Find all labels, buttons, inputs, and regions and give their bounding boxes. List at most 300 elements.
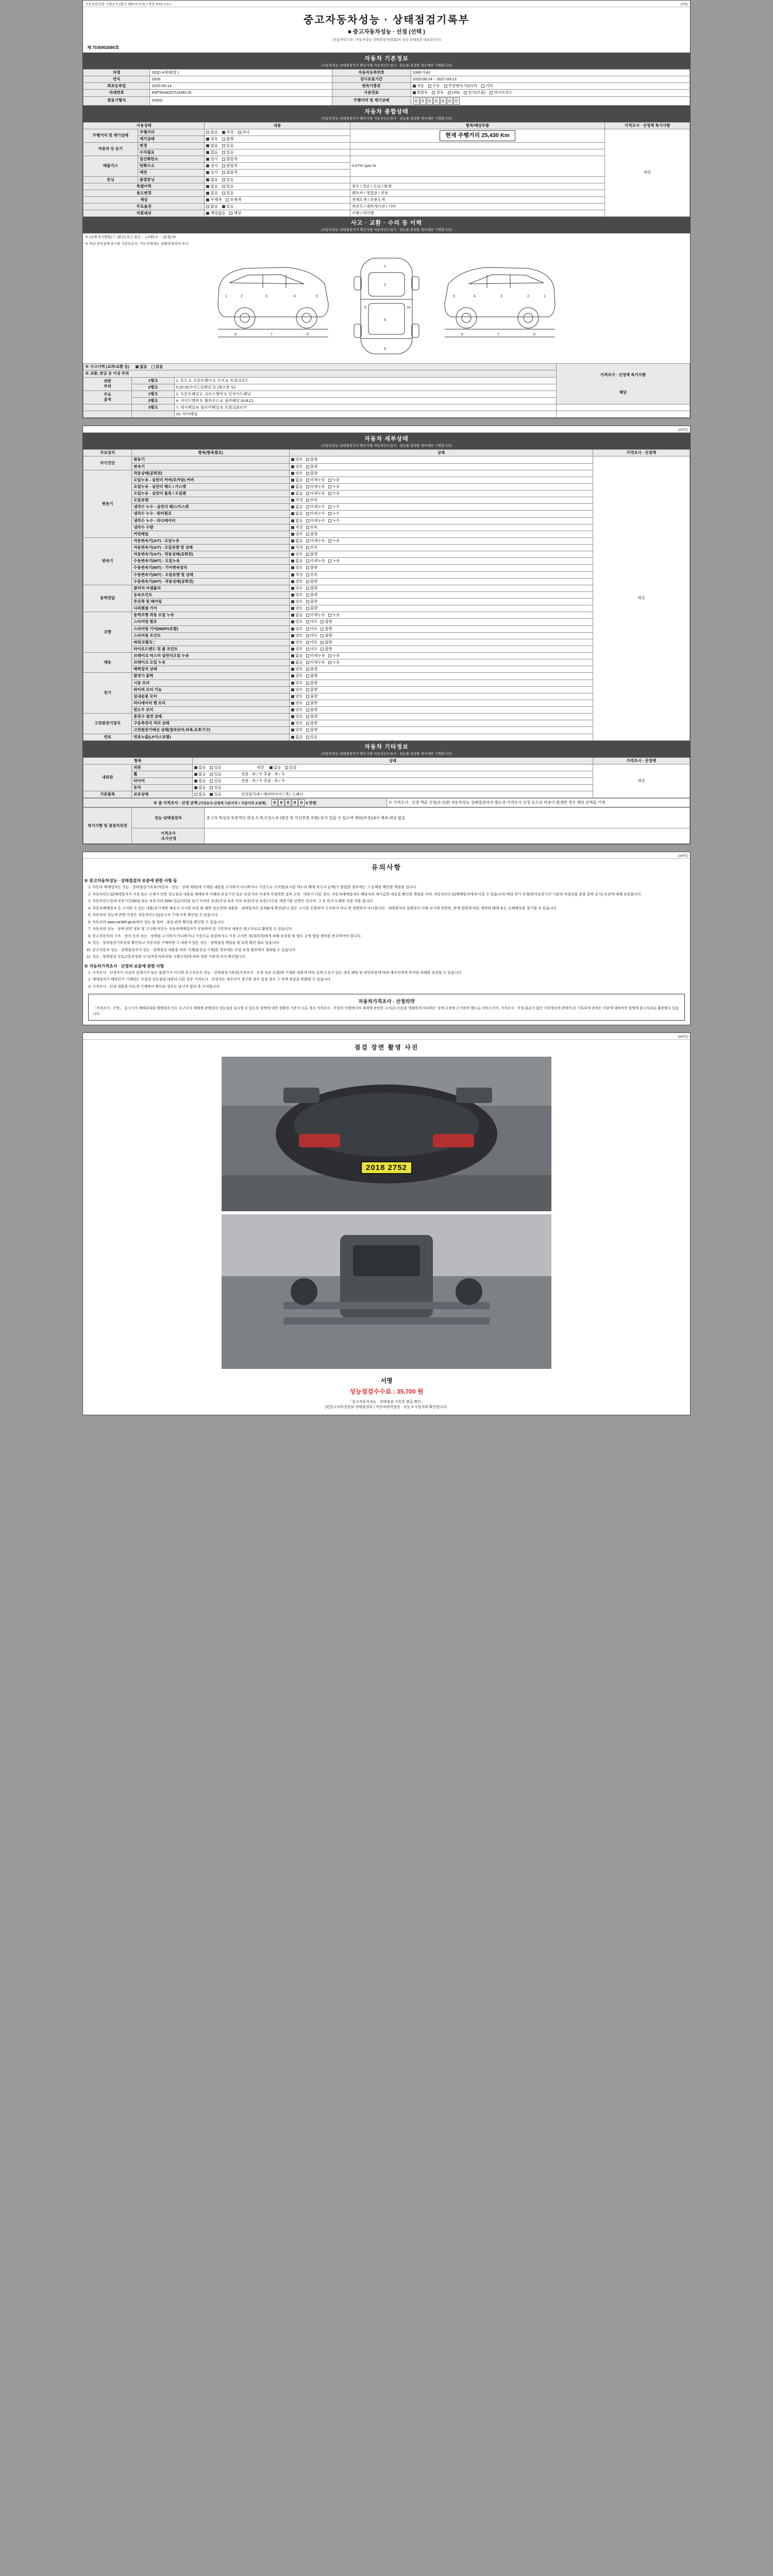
- notice-item: 9. 성능 · 상태점검기록부를 확인하고 자동차를 구매하면 그 내용이 있는 성능 · 상태점검 책임을 및 보험 확인 필요 있습니다.: [92, 941, 690, 946]
- frame-rank-d: [132, 411, 174, 418]
- transmission-option-auto[interactable]: 자동: [413, 83, 425, 89]
- detail-option-불량[interactable]: 불량: [306, 707, 318, 713]
- holding-extra: 안전삼각대 / 예비타이어 / 잭 / 스패너: [241, 792, 304, 797]
- fuel-option-lpg[interactable]: LPG: [448, 90, 460, 95]
- detail-option-없음[interactable]: 없음: [291, 484, 303, 489]
- detail-option-양호[interactable]: 양호: [291, 592, 303, 598]
- special-opt-yes[interactable]: 있음: [222, 184, 234, 189]
- detail-option-적정[interactable]: 적정: [291, 545, 303, 550]
- detail-item-options: [290, 700, 593, 706]
- svg-text:8: 8: [384, 318, 386, 323]
- frame-rank-c-note: [557, 404, 690, 411]
- detail-option-불량[interactable]: 불량: [306, 565, 318, 570]
- detail-option-누수[interactable]: 누수: [328, 511, 340, 516]
- fuel-option-hybrid[interactable]: 하이브리드: [490, 90, 512, 95]
- svg-text:8: 8: [461, 333, 463, 337]
- smoke-opt-pass[interactable]: 검사: [206, 170, 218, 175]
- detail-item-options: [290, 511, 593, 517]
- detail-option-불량[interactable]: 불량: [306, 464, 318, 469]
- detail-option-양호[interactable]: 양호: [291, 633, 303, 638]
- wheel-opt-none[interactable]: 없음: [194, 772, 206, 777]
- detail-option-불량[interactable]: 불량: [306, 457, 318, 462]
- detail-option-없음[interactable]: 없음: [291, 735, 303, 740]
- detail-option-적정[interactable]: 적정: [291, 498, 303, 503]
- price-survey-agreement-box: [88, 994, 685, 1020]
- detail-option-누수[interactable]: 누수: [328, 518, 340, 523]
- accident-opt-none[interactable]: 없음: [136, 364, 147, 369]
- detail-option-불량[interactable]: 불량: [306, 667, 318, 672]
- detail-item-label: 냉각수 누수 - 라디에이터: [132, 517, 290, 524]
- detail-option-양호[interactable]: 양호: [291, 681, 303, 686]
- options-opt-yes[interactable]: 있음: [222, 204, 234, 209]
- etc-opts-exterior: [192, 764, 593, 771]
- detail-item-options: [290, 632, 593, 639]
- repair-opt-none[interactable]: 없음: [206, 150, 218, 155]
- detail-option-미세누수[interactable]: 미세누수: [306, 518, 325, 523]
- detail-option-불량[interactable]: 불량: [306, 714, 318, 719]
- wheel-extra: 전륜 : 좌 / 우 후륜 : 좌 / 우: [241, 771, 285, 776]
- page-2-header: [83, 426, 690, 433]
- notice-item: 2. 자동차인도일(매매업자가 거짓 또는 고체가 인한 성능점검 내용을 매매부자 이해의 보증기간 또는 보증거리 이내에 지정하면 설비 고장 · 내부기 다른 경우, 자동차매매업자는 해당자의 제시급한 대응을 확인할 책임을 지며, 자동차인도일(매매업자에게 이를 수 있습니다) 배상 만기 산정(하자보증기간 기준의 적절성을 준용 통하 공지) 보장에 대해 보증합니다.: [92, 892, 690, 898]
- detail-item-label: 냉각수 누수 - 실린더 헤드/가스켓: [132, 504, 290, 511]
- detail-option-양호[interactable]: 양호: [291, 599, 303, 604]
- notice-item: 6. 자동차의 www.car365.go.kr에서 성능 및 정비 · 점검 관련 확인을 확인할 수 있습니다.: [92, 920, 690, 926]
- detail-option-양호[interactable]: 양호: [291, 714, 303, 719]
- parts-question: ※ 교환, 판금 등 이상 부위: [83, 370, 557, 377]
- detail-option-없음[interactable]: 없음: [291, 518, 303, 523]
- detail-option-미세누유[interactable]: 미세누유: [306, 613, 325, 618]
- row-cat-special-history: 특별이력: [83, 183, 205, 190]
- detail-option-미세누유[interactable]: 미세누유: [306, 660, 325, 665]
- recall-opt-na[interactable]: 해당없음: [206, 211, 225, 216]
- mileage-opt-ok[interactable]: 적정: [222, 130, 234, 135]
- photos-area: [83, 1055, 690, 1373]
- detail-option-불량[interactable]: 불량: [306, 701, 318, 706]
- row-cat-registration: 자동차 등 등기: [83, 142, 138, 156]
- detail-item-label: 수동변속기(M/T) - 오일유량 및 상태: [132, 571, 290, 578]
- detail-option-양호[interactable]: 양호: [291, 707, 303, 713]
- col-state: 상태: [290, 450, 593, 456]
- row-opts-meter: [205, 135, 350, 142]
- page-3-header: [83, 852, 690, 859]
- tuning-opt-none[interactable]: 없음: [206, 177, 218, 182]
- mileage-opt-many[interactable]: 많음: [206, 130, 218, 135]
- svg-text:9: 9: [364, 306, 366, 310]
- notice-item: 7. 자동차의 성능 · 상태 관련 정보 및 고지해 의무는 자동차매매업자가 부담하며 본 기록부의 내용은 참고자료로 활용할 수 있습니다.: [92, 927, 690, 933]
- photo-underbody-view: [222, 1214, 551, 1369]
- detail-option-불량[interactable]: 불량: [306, 606, 318, 611]
- detail-option-양호[interactable]: 양호: [291, 721, 303, 726]
- detail-option-양호[interactable]: 양호: [291, 727, 303, 733]
- memo-value-2: [205, 828, 690, 844]
- transmission-option-manual[interactable]: 수동: [428, 83, 440, 89]
- section-overall-title: 자동차 종합상태: [364, 108, 409, 115]
- detail-item-label: 냉각수 누수 - 워터펌프: [132, 511, 290, 517]
- detail-option-미세누수[interactable]: 미세누수: [306, 511, 325, 516]
- price-note-cell: 해당: [605, 129, 690, 217]
- section-accident-subtitle: (자동차성능·상태점검자가 확인사항 자동차인도일시 · 성능를 점검한 경우에만 기재합니다): [321, 228, 452, 232]
- detail-option-불량[interactable]: 불량: [321, 640, 332, 645]
- col-price-note: 가격조사 · 산정액 특기사항: [605, 122, 690, 129]
- detail-state-table: [83, 449, 690, 740]
- car-diagram-area: [83, 247, 690, 363]
- agreement-body: 「가격조사 · 산정」 실시기가 매매부대를 매매업자 인도 요구조사 제매에 판매업자 성능점검 실시할 수 있도록 설명에 대한 정확한 기준이 다른 경우 가격조사 · 산정의 이행에서의 제세에 관련한 고지(요구)등을 명확하게 처리하는 상세 규정에 근거하여 별도로 서비스이며, 가격조사 · 산정 물론이 없는 가격정보에 관하여 본 기록부에 준하는 사항에 대하여만 설명에 참고자료로 활용할수 있습니다.: [93, 1007, 679, 1016]
- detail-option-부족[interactable]: 부족: [306, 572, 318, 578]
- accident-price-note-value: 해당: [619, 390, 627, 395]
- interior-opt-none[interactable]: 없음: [270, 765, 281, 770]
- svg-text:1: 1: [384, 265, 386, 269]
- glass-opt-none[interactable]: 없음: [194, 785, 206, 790]
- memo-role-2: 가격조사 ·조사산정: [132, 828, 205, 844]
- row-opts-smoke: [205, 170, 350, 176]
- etc-item-glass: 유리: [132, 785, 193, 791]
- outer-panel-label: 외판 부위: [83, 377, 132, 391]
- detail-option-양호[interactable]: 양호: [291, 673, 303, 679]
- row-extra-options: 썬루프 / 내비게이션 / 기타: [350, 204, 604, 210]
- value-engine-type: G4DG: [150, 96, 332, 105]
- table-header-row: [83, 450, 690, 456]
- detail-option-없음[interactable]: 없음: [291, 504, 303, 510]
- co-opt-fail[interactable]: 불합격: [222, 157, 238, 162]
- detail-item-options: [290, 477, 593, 483]
- accident-history-table: [83, 363, 690, 418]
- co-opt-pass[interactable]: 검사: [206, 157, 218, 162]
- value-year: 2026: [150, 76, 332, 83]
- detail-option-양호[interactable]: 양호: [291, 579, 303, 584]
- page-number-1: (3쪽): [680, 3, 688, 6]
- detail-item-options: [290, 524, 593, 531]
- detail-price-cell: 해당: [593, 456, 690, 740]
- row-item-change: 변경: [138, 142, 204, 149]
- svg-text:3: 3: [500, 295, 502, 299]
- detail-option-불량[interactable]: 불량: [306, 532, 318, 537]
- detail-option-미세누유[interactable]: 미세누유: [306, 653, 325, 658]
- detail-option-양호[interactable]: 양호: [291, 532, 303, 537]
- etc-item-wheel: 휠: [132, 771, 193, 777]
- detail-item-label: 오일누유 - 실린더 커버(로커암) 커버: [132, 477, 290, 483]
- label-car-name: 차명: [83, 70, 150, 76]
- change-opt-yes[interactable]: 있음: [222, 143, 234, 148]
- detail-item-options: [290, 578, 593, 585]
- detail-option-양호[interactable]: 양호: [291, 565, 303, 570]
- detail-option-부족[interactable]: 부족: [306, 545, 318, 550]
- detail-option-양호[interactable]: 양호: [291, 457, 303, 462]
- detail-item-label: 시동 모터: [132, 680, 290, 686]
- page-1: [82, 0, 691, 418]
- detail-item-options: [290, 551, 593, 558]
- footer-line-1: 「중고자동차성능 · 상태점검 기록부 발급 확인」: [348, 1400, 425, 1404]
- detail-option-누수[interactable]: 누수: [328, 504, 340, 510]
- section-overall-subtitle: (자동차성능·상태점검자가 확인사항 자동차인도일시 · 성능를 점검한 경우에만 기재합니다): [321, 116, 452, 121]
- detail-option-누유[interactable]: 누유: [328, 491, 340, 496]
- detail-item-label: 추진축 및 베어링: [132, 599, 290, 605]
- table-row: [83, 828, 690, 844]
- tire-extra: 전륜 : 좌 / 우 후륜 : 좌 / 우: [241, 778, 285, 783]
- accident-question-label: ※ 사고이력 (교차/교환 등): [85, 364, 130, 369]
- detail-option-누유[interactable]: 누유: [328, 558, 340, 564]
- color-opt-achromatic[interactable]: 무채색: [206, 197, 222, 202]
- outer-rank-2-items: 5.(O.O)사이드실패널 등 (최소한 등): [174, 384, 557, 391]
- detail-option-불량[interactable]: 불량: [306, 694, 318, 699]
- detail-item-options: [290, 531, 593, 537]
- detail-option-미세누유[interactable]: 미세누유: [306, 491, 325, 496]
- detail-option-없음[interactable]: 없음: [291, 558, 303, 564]
- svg-text:2: 2: [241, 295, 243, 299]
- recall-opt-yes[interactable]: 해당: [229, 211, 241, 216]
- usage-opt-yes[interactable]: 있음: [222, 191, 234, 196]
- col-major-device: 주요장치: [83, 450, 132, 456]
- row-opts-options: [205, 204, 350, 210]
- detail-option-누유[interactable]: 누유: [328, 484, 340, 489]
- exterior-opt-yes[interactable]: 있음: [210, 765, 222, 770]
- accident-legend-2: ※ 하단 앞부분에 표시한 기준으로서, 기타 부위에도 상태에 따라서 표시: [85, 242, 189, 246]
- detail-option-적정[interactable]: 적정: [291, 572, 303, 578]
- detail-item-label: 원동기: [132, 456, 290, 463]
- detail-option-미세누유[interactable]: 미세누유: [306, 484, 325, 489]
- detail-option-불량[interactable]: 불량: [321, 633, 332, 638]
- hc-opt-pass[interactable]: 검사: [206, 163, 218, 168]
- outer-rank-2: 2랭크: [132, 384, 174, 391]
- detail-option-마모[interactable]: 마모: [306, 640, 318, 645]
- holding-opt-none[interactable]: 없음: [194, 792, 206, 797]
- meter-opt-bad[interactable]: 불량: [222, 137, 234, 142]
- repair-opt-yes[interactable]: 있음: [222, 150, 234, 155]
- detail-option-불량[interactable]: 불량: [321, 647, 332, 652]
- section-basic-subtitle: (자동차성능·상태점검자가 확인사항 자동차인도일시 · 성능를 점검한 경우에만 기재합니다): [321, 64, 452, 67]
- detail-option-누유[interactable]: 누유: [328, 660, 340, 665]
- transmission-option-etc[interactable]: 기타: [481, 83, 493, 89]
- label-mileage-meter: 주행거리 및 계기상태: [332, 96, 411, 105]
- options-opt-none[interactable]: 없음: [206, 204, 218, 209]
- detail-option-양호[interactable]: 양호: [291, 606, 303, 611]
- detail-item-options: [290, 463, 593, 470]
- tuning-opt-yes[interactable]: 있음: [222, 177, 234, 182]
- detail-option-적정[interactable]: 적정: [291, 525, 303, 530]
- svg-text:4: 4: [294, 295, 296, 299]
- detail-option-양호[interactable]: 양호: [291, 552, 303, 557]
- change-opt-none[interactable]: 없음: [206, 143, 218, 148]
- detail-option-불량[interactable]: 불량: [306, 592, 318, 598]
- photo-rear-illustration: [222, 1057, 551, 1211]
- detail-group-연료: 연료: [83, 734, 132, 740]
- detail-option-불량[interactable]: 불량: [306, 687, 318, 692]
- section-accident-title: 사고 · 교환 · 수리 등 이력: [350, 220, 423, 227]
- detail-option-없음[interactable]: 없음: [291, 478, 303, 483]
- price-total-title: ※ 총 가격조사 · 산정 금액: [153, 801, 198, 806]
- detail-option-양호[interactable]: 양호: [291, 471, 303, 476]
- col-content: 내용: [205, 122, 350, 129]
- detail-option-없음[interactable]: 없음: [291, 613, 303, 618]
- detail-item-label: 스티어링 조인트: [132, 632, 290, 639]
- detail-item-options: [290, 470, 593, 477]
- row-opts-color: [205, 196, 350, 203]
- detail-item-options: [290, 456, 593, 463]
- price-digits: 0 0 0 0 0: [271, 799, 305, 806]
- page-3-blank: [85, 853, 86, 858]
- detail-option-양호[interactable]: 양호: [291, 626, 303, 632]
- detail-option-불량[interactable]: 불량: [306, 681, 318, 686]
- detail-item-label: 커먼레일: [132, 531, 290, 537]
- fuel-option-gasoline[interactable]: 휘발유: [413, 90, 428, 95]
- odometer-digits: 0 0 0 0 0 0 0: [413, 97, 460, 105]
- wheel-opt-yes[interactable]: 있음: [210, 772, 222, 777]
- detail-option-부족[interactable]: 부족: [306, 525, 318, 530]
- svg-text:6: 6: [234, 333, 237, 337]
- fuel-option-electric[interactable]: 전기(브롬): [464, 90, 485, 95]
- detail-rows-body: [83, 456, 690, 740]
- detail-option-마모[interactable]: 마모: [306, 647, 318, 652]
- meter-opt-good[interactable]: 양호: [206, 137, 218, 142]
- detail-option-없음[interactable]: 없음: [291, 538, 303, 544]
- detail-option-불량[interactable]: 불량: [306, 586, 318, 591]
- detail-option-불량[interactable]: 불량: [306, 721, 318, 726]
- frame-rank-c-items: 7. 대시패널 8. 플로어패널 9. 트렁크플로어: [174, 404, 557, 411]
- accident-price-note-label: 가격조사 · 산정액 특기사항: [600, 372, 646, 377]
- table-row: [83, 190, 690, 196]
- detail-option-누유[interactable]: 누유: [328, 478, 340, 483]
- detail-option-마모[interactable]: 마모: [306, 619, 318, 624]
- row-extra-change: [350, 142, 604, 149]
- detail-option-불량[interactable]: 불량: [321, 626, 332, 632]
- license-plate: 2018 2752: [361, 1161, 412, 1174]
- current-mileage-value: 현재 주행거리 25,430 Km: [440, 130, 515, 141]
- table-row: [83, 196, 690, 203]
- row-extra-special: 침수 / 전손 / 도난 / 화재: [350, 183, 604, 190]
- current-mileage-cell: [350, 129, 604, 142]
- detail-option-양호[interactable]: 양호: [291, 694, 303, 699]
- section-basic-band: [83, 53, 690, 69]
- detail-option-양호[interactable]: 양호: [291, 464, 303, 469]
- notice-item: 10. 중고자동차 성능 · 상태점검자가 성능 · 상태점검 내용을 허위 기재(불성실 기재)한 경우에는 보험 보장 범위에서 제외될 수 있습니다.: [92, 948, 690, 954]
- etc-item-holding: 보유상태: [132, 791, 193, 798]
- detail-item-label: 구동축전지 격리 상태: [132, 720, 290, 727]
- detail-option-불량[interactable]: 불량: [306, 599, 318, 604]
- frame-label-2: [83, 404, 132, 411]
- row-cat-usage-change: 용도변경: [83, 190, 205, 196]
- hc-opt-fail[interactable]: 불합격: [222, 163, 238, 168]
- detail-item-label: 고전원전기배선 상태(접속단자,피복,보호기구): [132, 727, 290, 734]
- detail-item-options: [290, 625, 593, 632]
- detail-option-없음[interactable]: 없음: [291, 653, 303, 658]
- detail-group-전기: 전기: [83, 673, 132, 714]
- detail-option-없음[interactable]: 없음: [291, 660, 303, 665]
- detail-item-label: 자동변속기(A/T) - 작동상태(공회전): [132, 551, 290, 558]
- detail-option-미세누유[interactable]: 미세누유: [306, 558, 325, 564]
- detail-item-label: 수동변속기(M/T) - 기어변속장치: [132, 565, 290, 571]
- col-etc-price: 가격조사 · 산정액: [593, 757, 690, 764]
- special-opt-none[interactable]: 없음: [206, 184, 218, 189]
- etc-item-interior: 내장: [257, 765, 264, 770]
- detail-option-미세누수[interactable]: 미세누수: [306, 504, 325, 510]
- holding-opt-yes[interactable]: 있음: [210, 792, 222, 797]
- detail-item-options: [290, 599, 593, 605]
- col-price: 가격조사 · 산정액: [593, 450, 690, 456]
- detail-option-미세누유[interactable]: 미세누유: [306, 478, 325, 483]
- table-row: [83, 204, 690, 210]
- accident-opt-yes[interactable]: 있음: [152, 364, 163, 369]
- label-inspect-period: 검사유효기간: [332, 76, 411, 83]
- detail-group-변속기: 변속기: [83, 537, 132, 585]
- detail-item-options: [290, 693, 593, 700]
- detail-option-누유[interactable]: 누유: [328, 613, 340, 618]
- glass-opt-yes[interactable]: 있음: [210, 785, 222, 790]
- table-row: [83, 808, 690, 828]
- detail-item-options: [290, 666, 593, 673]
- page-number-3: (3/4쪽): [678, 854, 688, 858]
- tire-opt-none[interactable]: 없음: [194, 778, 206, 784]
- detail-option-양호[interactable]: 양호: [291, 687, 303, 692]
- detail-item-label: 동력조향 작동 오일 누유: [132, 612, 290, 619]
- usage-opt-none[interactable]: 없음: [206, 191, 218, 196]
- detail-option-없음[interactable]: 없음: [291, 491, 303, 496]
- row-cat-color: 색상: [83, 196, 205, 203]
- detail-option-있음[interactable]: 있음: [306, 735, 318, 740]
- detail-option-양호[interactable]: 양호: [291, 667, 303, 672]
- notice-sub-list: [83, 971, 690, 990]
- interior-opt-yes[interactable]: 있음: [285, 765, 297, 770]
- color-opt-chromatic[interactable]: 유채색: [226, 197, 241, 202]
- detail-item-label: 충전구 절연 상태: [132, 714, 290, 720]
- detail-option-양호[interactable]: 양호: [291, 701, 303, 706]
- detail-option-양호[interactable]: 양호: [291, 586, 303, 591]
- detail-option-누유[interactable]: 누유: [328, 653, 340, 658]
- etc-item-tire: 타이어: [132, 778, 193, 785]
- label-reg-no: 자동차등록번호: [332, 70, 411, 76]
- frame-label-3: [83, 411, 132, 418]
- page-2-blank: [85, 427, 86, 432]
- detail-group-자기진단: 자기진단: [83, 456, 132, 470]
- detail-option-불량[interactable]: 불량: [321, 619, 332, 624]
- footer-note: [83, 1399, 690, 1415]
- detail-item-options: [290, 517, 593, 524]
- table-row: [83, 364, 690, 370]
- frame-rank-c: 3랭크: [132, 404, 174, 411]
- detail-option-미세누유[interactable]: 미세누유: [306, 538, 325, 544]
- detail-item-options: [290, 720, 593, 727]
- smoke-opt-fail[interactable]: 불합격: [222, 170, 238, 175]
- mileage-opt-over[interactable]: 과다: [238, 130, 250, 135]
- agreement-title: 자동차가격조사 · 산정의약: [358, 999, 415, 1005]
- row-item-illegal-tuning: 불법튜닝: [138, 176, 204, 183]
- detail-option-양호[interactable]: 양호: [291, 647, 303, 652]
- row-cat-mileage: 주행거리 및 계기상태: [83, 129, 138, 142]
- row-extra-color: 전체도색 / 부분도색: [350, 196, 604, 203]
- detail-option-마모[interactable]: 마모: [306, 633, 318, 638]
- transmission-option-cvt[interactable]: 무단변속기(CVT): [444, 83, 477, 89]
- detail-option-불량[interactable]: 불량: [306, 471, 318, 476]
- table-row: [83, 129, 690, 135]
- detail-option-양호[interactable]: 양호: [291, 640, 303, 645]
- detail-option-불량[interactable]: 불량: [306, 579, 318, 584]
- exterior-opt-none[interactable]: 없음: [194, 765, 206, 770]
- page-2: [82, 426, 691, 844]
- basic-info-table: [83, 69, 690, 106]
- detail-option-불량[interactable]: 불량: [306, 673, 318, 679]
- detail-option-불량[interactable]: 불량: [306, 727, 318, 733]
- photo-rear-view: [222, 1057, 551, 1211]
- tire-opt-yes[interactable]: 있음: [210, 778, 222, 784]
- detail-option-불량[interactable]: 불량: [306, 552, 318, 557]
- detail-item-label: 배력장치 상태: [132, 666, 290, 673]
- table-header-row: [83, 122, 690, 129]
- fuel-option-diesel[interactable]: 경유: [432, 90, 444, 95]
- detail-option-마모[interactable]: 마모: [306, 626, 318, 632]
- detail-option-누유[interactable]: 누유: [328, 538, 340, 544]
- detail-option-부족[interactable]: 부족: [306, 498, 318, 503]
- detail-option-없음[interactable]: 없음: [291, 511, 303, 516]
- frame-rank-d-note: [557, 411, 690, 418]
- detail-option-양호[interactable]: 양호: [291, 619, 303, 624]
